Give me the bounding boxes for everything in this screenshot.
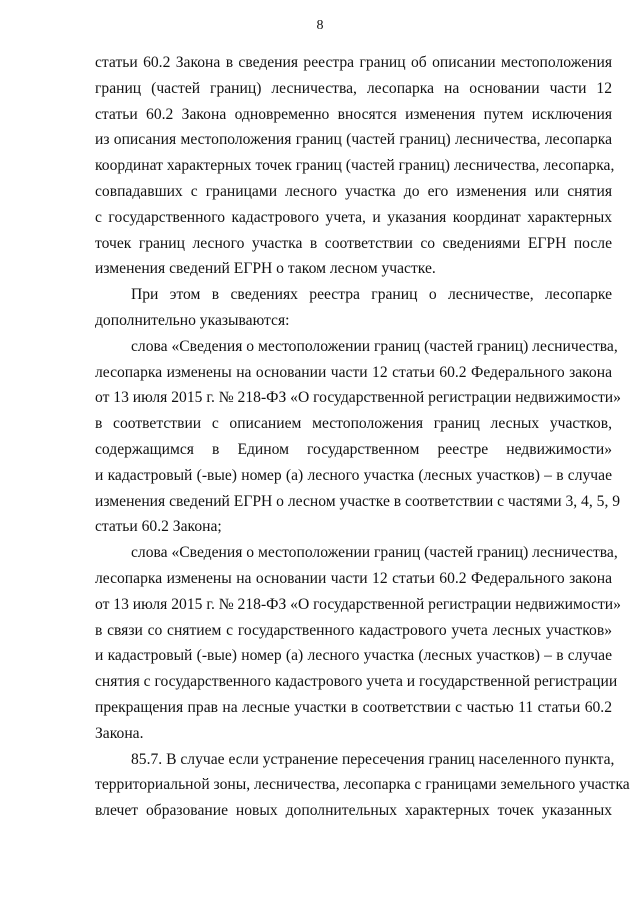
text-line: 85.7. В случае если устранение пересечения границ населенного пункта, — [131, 750, 615, 768]
text-line: статьи 60.2 Закона; — [95, 518, 222, 536]
text-line: слова «Сведения о местоположении границ (частей границ) лесничества, — [131, 544, 618, 562]
paragraph — [95, 334, 621, 540]
text-line: из описания местоположения границ (частей границ) лесничества, лесопарка — [95, 131, 612, 149]
text-line: совпадавших с границами лесного участка до его изменения или снятия — [95, 182, 612, 200]
text-line: слова «Сведения о местоположении границ (частей границ) лесничества, — [131, 337, 618, 355]
text-line: от 13 июля 2015 г. № 218-ФЗ «О государственной регистрации недвижимости» — [95, 389, 621, 407]
text-line: точек границ лесного участка в соответствии со сведениями ЕГРН после — [95, 234, 612, 252]
text-line: дополнительно указываются: — [95, 311, 290, 329]
paragraph — [95, 282, 612, 334]
text-line: с государственного кадастрового учета, и указания координат характерных — [95, 208, 612, 226]
text-line: Закона. — [95, 724, 144, 742]
paragraph — [95, 540, 621, 746]
text-line: изменения сведений ЕГРН о лесном участке в соответствии с частями 3, 4, 5, 9 — [95, 492, 621, 510]
text-line: прекращения прав на лесные участки в соответствии с частью 11 статьи 60.2 — [95, 698, 612, 716]
text-line: лесопарка изменены на основании части 12 статьи 60.2 Федерального закона — [95, 363, 612, 381]
text-line: изменения сведений ЕГРН о таком лесном участке. — [95, 260, 436, 278]
text-line: статьи 60.2 Закона одновременно вносятся изменения путем исключения — [95, 105, 612, 123]
paragraph — [95, 747, 630, 824]
text-line: от 13 июля 2015 г. № 218-ФЗ «О государственной регистрации недвижимости» — [95, 595, 621, 613]
text-line: в соответствии с описанием местоположения границ лесных участков, — [95, 415, 612, 433]
text-line: влечет образование новых дополнительных характерных точек указанных — [95, 802, 612, 820]
document-body — [95, 50, 630, 824]
text-line: статьи 60.2 Закона в сведения реестра границ об описании местоположения — [95, 54, 612, 71]
text-line: и кадастровый (-вые) номер (а) лесного участка (лесных участков) – в случае — [95, 647, 612, 665]
text-line: территориальной зоны, лесничества, лесопарка с границами земельного участка — [95, 776, 630, 794]
paragraph — [95, 50, 615, 282]
text-line: лесопарка изменены на основании части 12 статьи 60.2 Федерального закона — [95, 569, 612, 587]
text-line: координат характерных точек границ (частей границ) лесничества, лесопарка, — [95, 157, 615, 175]
page-number: 8 — [316, 18, 324, 33]
text-line: границ (частей границ) лесничества, лесопарка на основании части 12 — [95, 79, 612, 97]
text-line: При этом в сведениях реестра границ о лесничестве, лесопарке — [131, 286, 612, 304]
text-line: снятия с государственного кадастрового учета и государственной регистрации — [95, 673, 618, 691]
text-line: содержащимся в Едином государственном реестре недвижимости» — [95, 440, 612, 458]
text-line: в связи со снятием с государственного кадастрового учета лесных участков» — [95, 621, 612, 639]
text-line: и кадастровый (-вые) номер (а) лесного участка (лесных участков) – в случае — [95, 466, 612, 484]
